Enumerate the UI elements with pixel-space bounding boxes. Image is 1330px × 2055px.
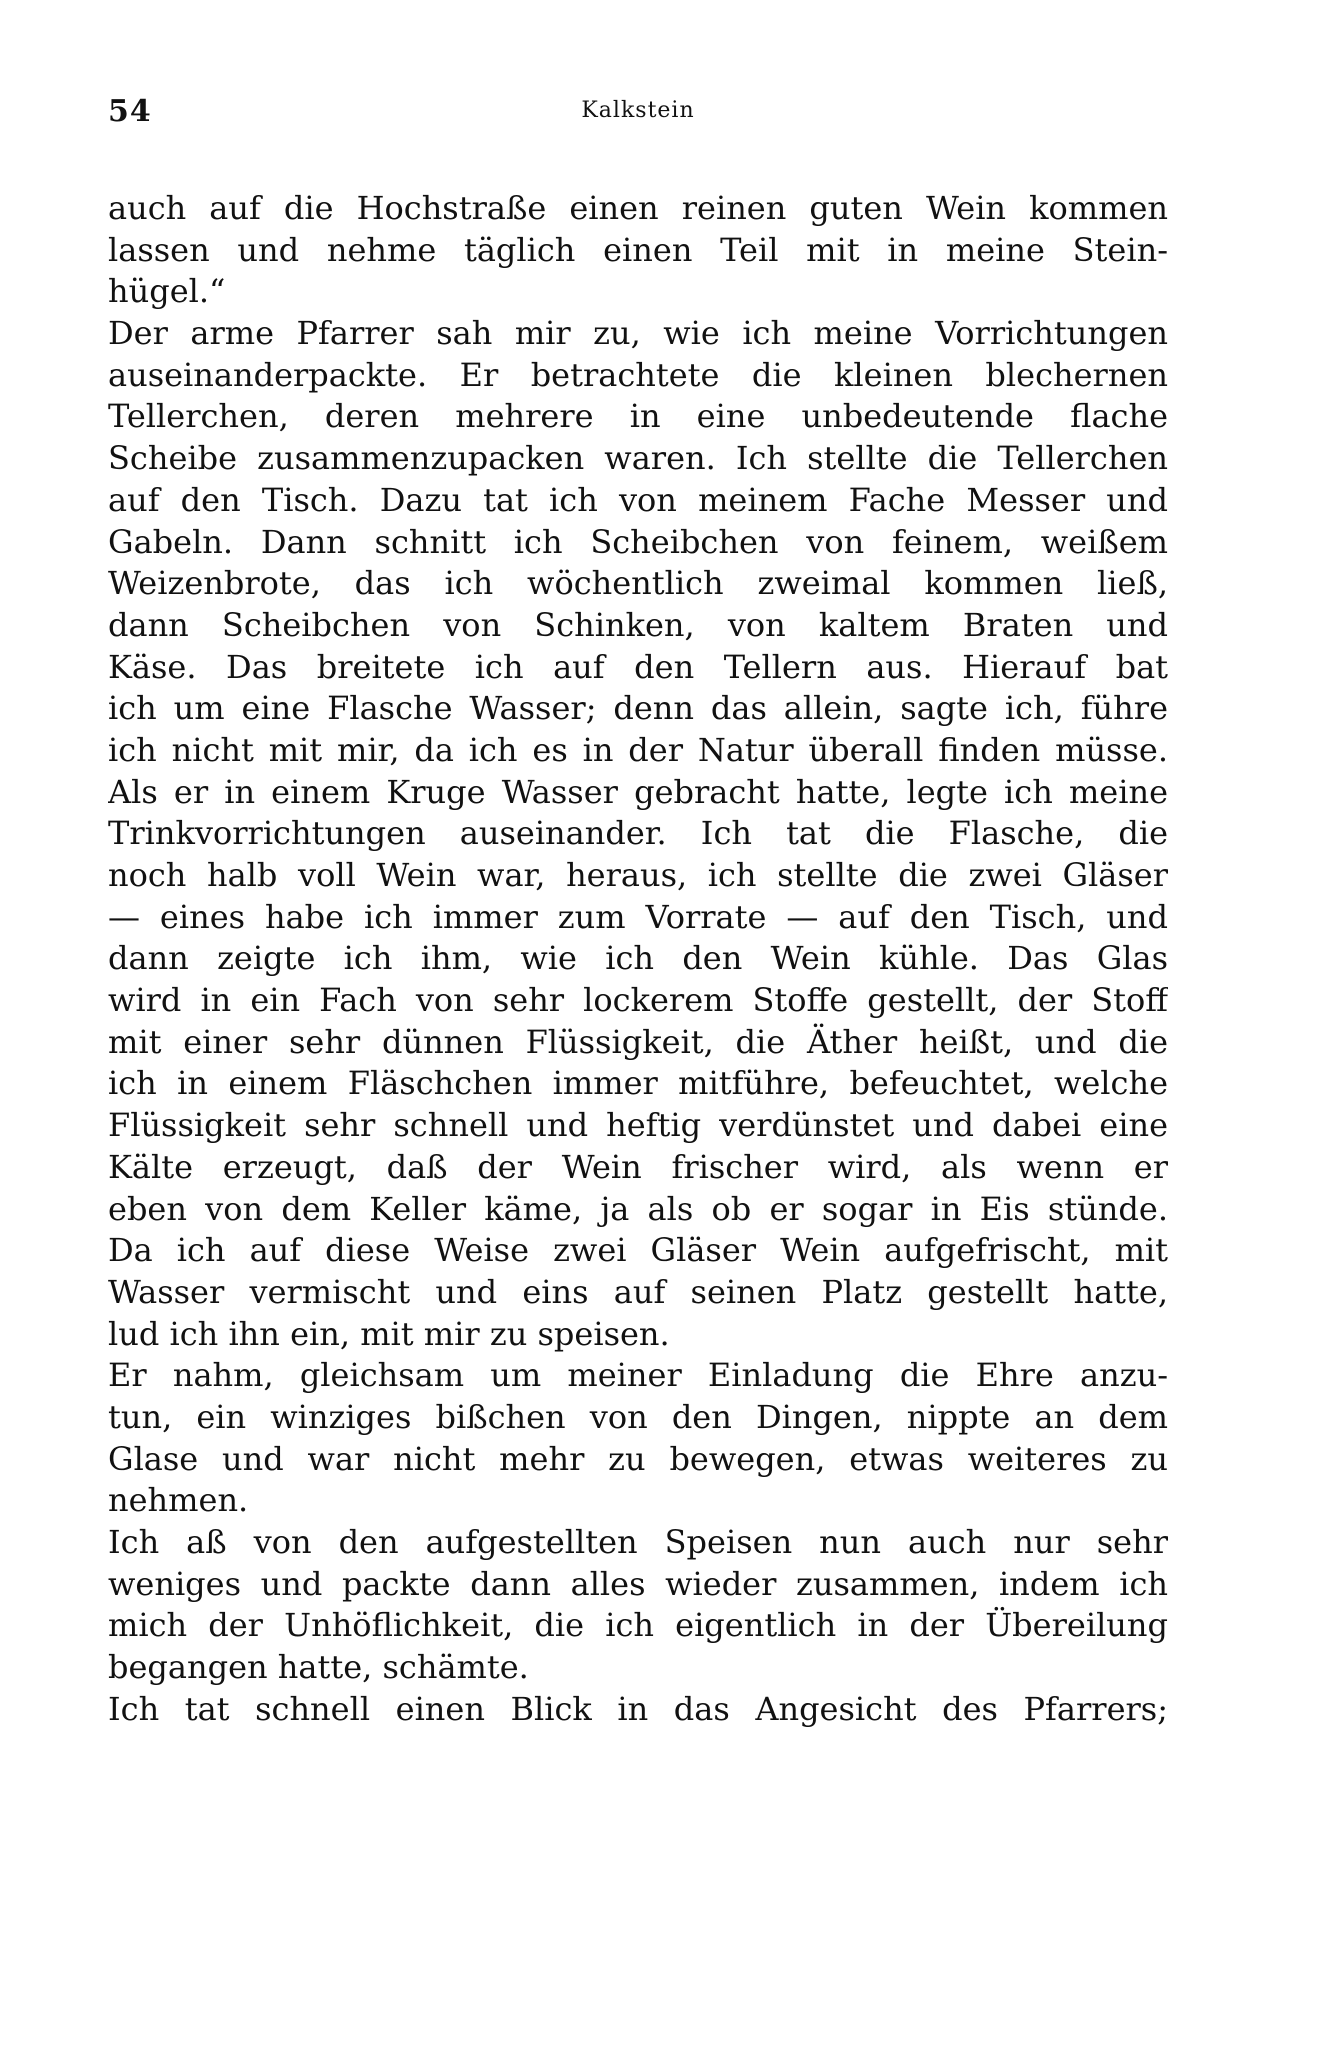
text-line: Ich tat schnell einen Blick in das Angesicht des Pfarrers; [108, 1689, 1168, 1728]
text-line: wird in ein Fach von sehr lockerem Stoffe gestellt, der Stoff [108, 981, 1168, 1020]
text-line: Der arme Pfarrer sah mir zu, wie ich meine Vorrichtungen [108, 314, 1168, 353]
text-line: — eines habe ich immer zum Vorrate — auf den Tisch, und [108, 897, 1168, 936]
text-line: Glase und war nicht mehr zu bewegen, etwas weiteres zu [108, 1439, 1168, 1478]
text-line: Flüssigkeit sehr schnell und heftig verdünstet und dabei eine [108, 1106, 1168, 1145]
text-line: Kälte erzeugt, daß der Wein frischer wird, als wenn er [108, 1147, 1168, 1186]
text-line: Ich aß von den aufgestellten Speisen nun auch nur sehr [108, 1523, 1168, 1561]
text-line: nehmen. [108, 1481, 249, 1520]
text-line: mit einer sehr dünnen Flüssigkeit, die Äther heißt, und die [108, 1022, 1168, 1061]
text-line: lassen und nehme täglich einen Teil mit in meine Stein- [108, 230, 1168, 269]
running-header [108, 94, 1168, 134]
page-number: 54 [108, 94, 152, 129]
text-line: Käse. Das breitete ich auf den Tellern aus. Hierauf bat [108, 647, 1168, 686]
text-line: auch auf die Hochstraße einen reinen guten Wein kommen [108, 189, 1168, 227]
text-line: noch halb voll Wein war, heraus, ich stellte die zwei Gläser [108, 856, 1168, 894]
text-line: Weizenbrote, das ich wöchentlich zweimal kommen ließ, [108, 564, 1168, 603]
text-line: ich in einem Fläschchen immer mitführe, befeuchtet, welche [108, 1064, 1168, 1103]
text-line: tun, ein winziges bißchen von den Dingen, nippte an dem [108, 1397, 1168, 1436]
text-line: Gabeln. Dann schnitt ich Scheibchen von feinem, weißem [108, 522, 1168, 561]
text-line: Er nahm, gleichsam um meiner Einladung die Ehre anzu- [108, 1356, 1168, 1395]
text-line: Trinkvorrichtungen auseinander. Ich tat die Flasche, die [108, 814, 1168, 853]
text-line: mich der Unhöflichkeit, die ich eigentlich in der Übereilung [108, 1606, 1168, 1645]
text-line: hügel.“ [108, 272, 226, 311]
text-line: Als er in einem Kruge Wasser gebracht hatte, legte ich meine [108, 772, 1168, 811]
text-line: lud ich ihn ein, mit mir zu speisen. [108, 1314, 670, 1353]
text-line: auseinanderpackte. Er betrachtete die kleinen blechernen [108, 355, 1168, 394]
body-text [108, 188, 1168, 1730]
text-line: auf den Tisch. Dazu tat ich von meinem Fache Messer und [108, 480, 1168, 519]
text-line: eben von dem Keller käme, ja als ob er sogar in Eis stünde. [108, 1189, 1168, 1228]
text-line: ich nicht mit mir, da ich es in der Natur überall finden müsse. [108, 730, 1168, 769]
text-line: dann Scheibchen von Schinken, von kaltem Braten und [108, 605, 1168, 644]
text-line: weniges und packte dann alles wieder zusammen, indem ich [108, 1564, 1168, 1603]
text-line: Wasser vermischt und eins auf seinen Platz gestellt hatte, [108, 1272, 1168, 1311]
text-line: Tellerchen, deren mehrere in eine unbedeutende flache [108, 397, 1168, 436]
text-line: ich um eine Flasche Wasser; denn das allein, sagte ich, führe [108, 689, 1168, 728]
text-line: dann zeigte ich ihm, wie ich den Wein kühle. Das Glas [108, 939, 1168, 978]
text-line: Da ich auf diese Weise zwei Gläser Wein aufgefrischt, mit [108, 1231, 1168, 1270]
running-title: Kalkstein [581, 98, 695, 123]
text-line: Scheibe zusammenzupacken waren. Ich stellte die Tellerchen [108, 439, 1168, 478]
text-line: begangen hatte, schämte. [108, 1648, 529, 1687]
